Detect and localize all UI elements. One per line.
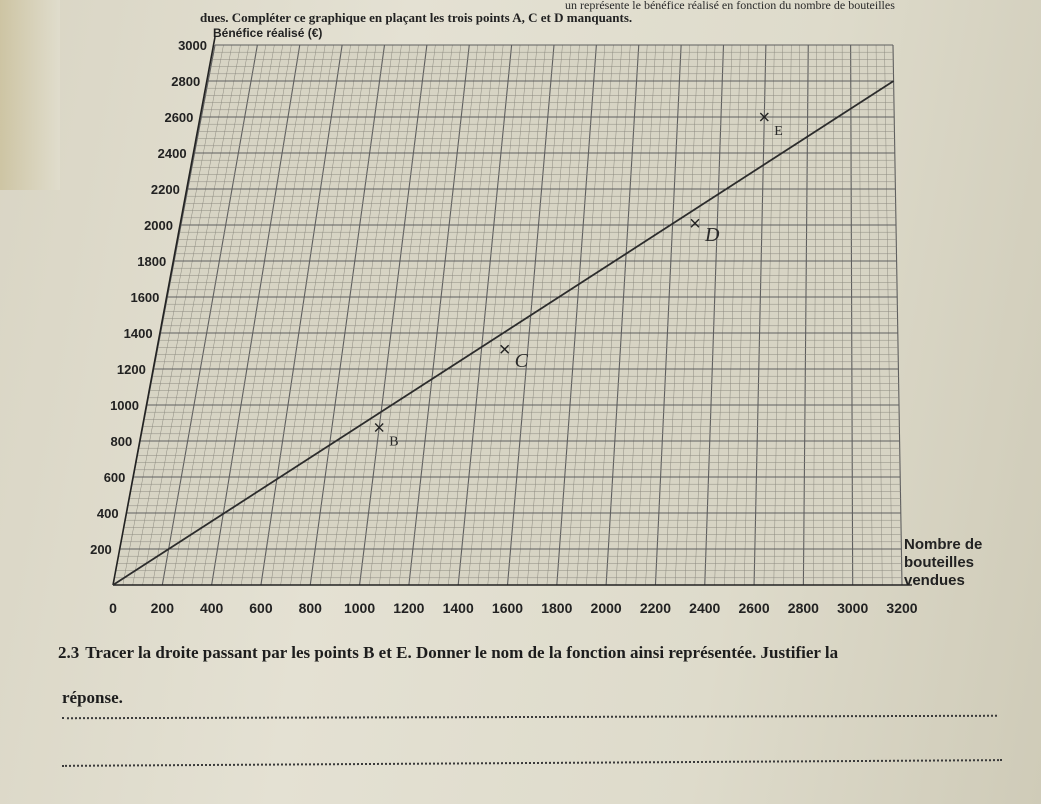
- x-tick-label: 600: [249, 600, 273, 616]
- y-tick-label: 800: [110, 434, 133, 449]
- grid-background: [113, 45, 902, 585]
- y-tick-label: 2200: [150, 182, 180, 197]
- x-tick-label: 2800: [787, 600, 819, 616]
- point-label: E: [774, 124, 783, 139]
- header-top-line: un représente le bénéfice réalisé en fonction du nombre de bouteilles: [565, 0, 895, 12]
- x-axis-title-line: vendues: [904, 572, 965, 589]
- point-label: D: [704, 224, 720, 247]
- y-tick-label: 400: [96, 506, 119, 521]
- y-tick-label: 1600: [130, 290, 160, 305]
- y-tick-label: 200: [90, 542, 112, 557]
- x-tick-label: 2000: [590, 600, 622, 616]
- x-tick-label: 2200: [639, 600, 672, 616]
- y-tick-label: 3000: [178, 38, 207, 53]
- x-tick-label: 200: [150, 600, 174, 616]
- y-tick-label: 2600: [164, 110, 194, 125]
- x-tick-label: 2400: [689, 600, 721, 616]
- question-text-continued: réponse.: [62, 688, 123, 707]
- y-tick-label: 2000: [144, 218, 173, 233]
- x-tick-label: 1000: [343, 600, 376, 616]
- instruction-text: Compléter ce graphique en plaçant les trois points A, C et D manquants.: [231, 10, 633, 25]
- x-tick-label: 3200: [886, 600, 918, 616]
- x-tick-label: 400: [199, 600, 224, 616]
- x-tick-label: 1400: [442, 600, 474, 616]
- y-tick-label: 1200: [116, 362, 146, 377]
- y-tick-label: 600: [103, 470, 126, 485]
- y-tick-label: 2400: [157, 146, 187, 161]
- x-axis-title-line: Nombre de: [904, 536, 983, 553]
- x-tick-label: 800: [298, 600, 322, 616]
- x-tick-label: 1200: [393, 600, 425, 616]
- question-number: 2.3: [58, 643, 80, 662]
- y-axis-title: Bénéfice réalisé (€): [213, 26, 323, 40]
- question-2-3: [58, 643, 1018, 663]
- y-tick-label: 1400: [123, 326, 153, 341]
- x-tick-label: 0: [109, 600, 117, 616]
- x-tick-label: 2600: [738, 600, 770, 616]
- question-text: Tracer la droite passant par les points B et E. Donner le nom de la fonction ainsi représentée. Justifier la: [85, 643, 839, 662]
- point-label: B: [389, 434, 399, 450]
- x-tick-label: 1800: [541, 600, 573, 616]
- y-tick-label: 2800: [171, 74, 201, 89]
- x-axis-title-line: bouteilles: [904, 554, 975, 571]
- y-tick-label: 1000: [110, 398, 139, 413]
- instruction-prefix: dues.: [200, 10, 229, 25]
- y-tick-label: 1800: [137, 254, 167, 269]
- point-label: C: [514, 350, 529, 373]
- x-tick-label: 3000: [837, 600, 869, 616]
- x-tick-label: 1600: [491, 600, 524, 616]
